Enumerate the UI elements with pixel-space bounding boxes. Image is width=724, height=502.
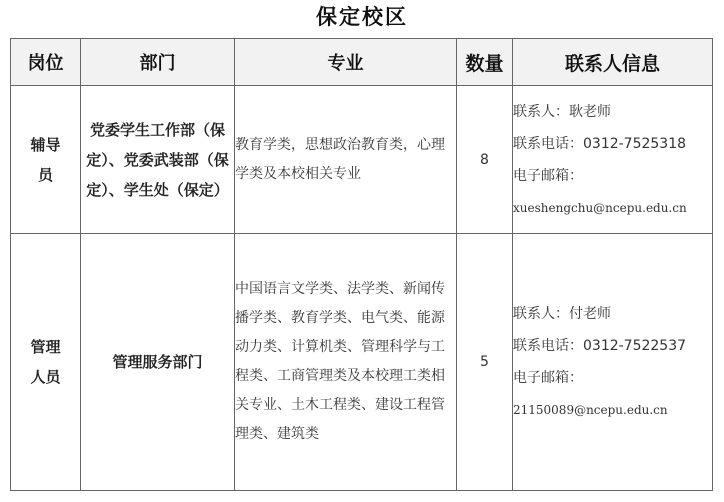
post-line: 人员	[30, 368, 61, 386]
table-row	[11, 234, 713, 491]
contact-phone: 联系电话：0312-7525318	[513, 135, 687, 152]
header-count: 数量	[457, 39, 513, 86]
header-major: 专业	[235, 39, 457, 86]
contact-email-label: 电子邮箱：	[513, 370, 583, 386]
post-cell	[11, 86, 81, 234]
page-title: 保定校区	[316, 4, 408, 29]
header-dept: 部门	[81, 39, 235, 86]
contact-email: xueshengchu@ncepu.edu.cn	[513, 200, 687, 215]
major-cell: 中国语言文学类、法学类、新闻传播学类、教育学类、电气类、能源动力类、计算机类、管理科学与工程类、工商管理类及本校理工类相关专业、土木工程类、建设工程管理类、建筑类	[235, 234, 457, 491]
major-cell: 教育学类，思想政治教育类，心理学类及本校相关专业	[235, 86, 457, 234]
contact-email: 21150089@ncepu.edu.cn	[513, 403, 668, 417]
post-line: 管理	[30, 338, 61, 356]
post-line: 辅导	[30, 135, 61, 154]
table-row	[11, 86, 713, 234]
count-cell: 5	[457, 234, 513, 491]
dept-cell: 党委学生工作部（保定）、党委武装部（保定）、学生处（保定）	[81, 86, 235, 234]
header-contact: 联系人信息	[513, 39, 713, 86]
header-post: 岗位	[11, 39, 81, 86]
contact-person: 联系人：付老师	[513, 306, 611, 322]
post-line: 员	[37, 165, 53, 184]
count-cell: 8	[457, 86, 513, 234]
recruitment-table	[10, 38, 713, 491]
post-cell	[11, 234, 81, 491]
dept-cell: 管理服务部门	[81, 234, 235, 491]
contact-email-label: 电子邮箱：	[513, 167, 583, 184]
contact-person: 联系人：耿老师	[513, 103, 611, 120]
table-header-row	[11, 39, 713, 86]
contact-cell	[513, 234, 713, 491]
contact-phone: 联系电话：0312-7522537	[513, 338, 687, 354]
contact-cell	[513, 86, 713, 234]
